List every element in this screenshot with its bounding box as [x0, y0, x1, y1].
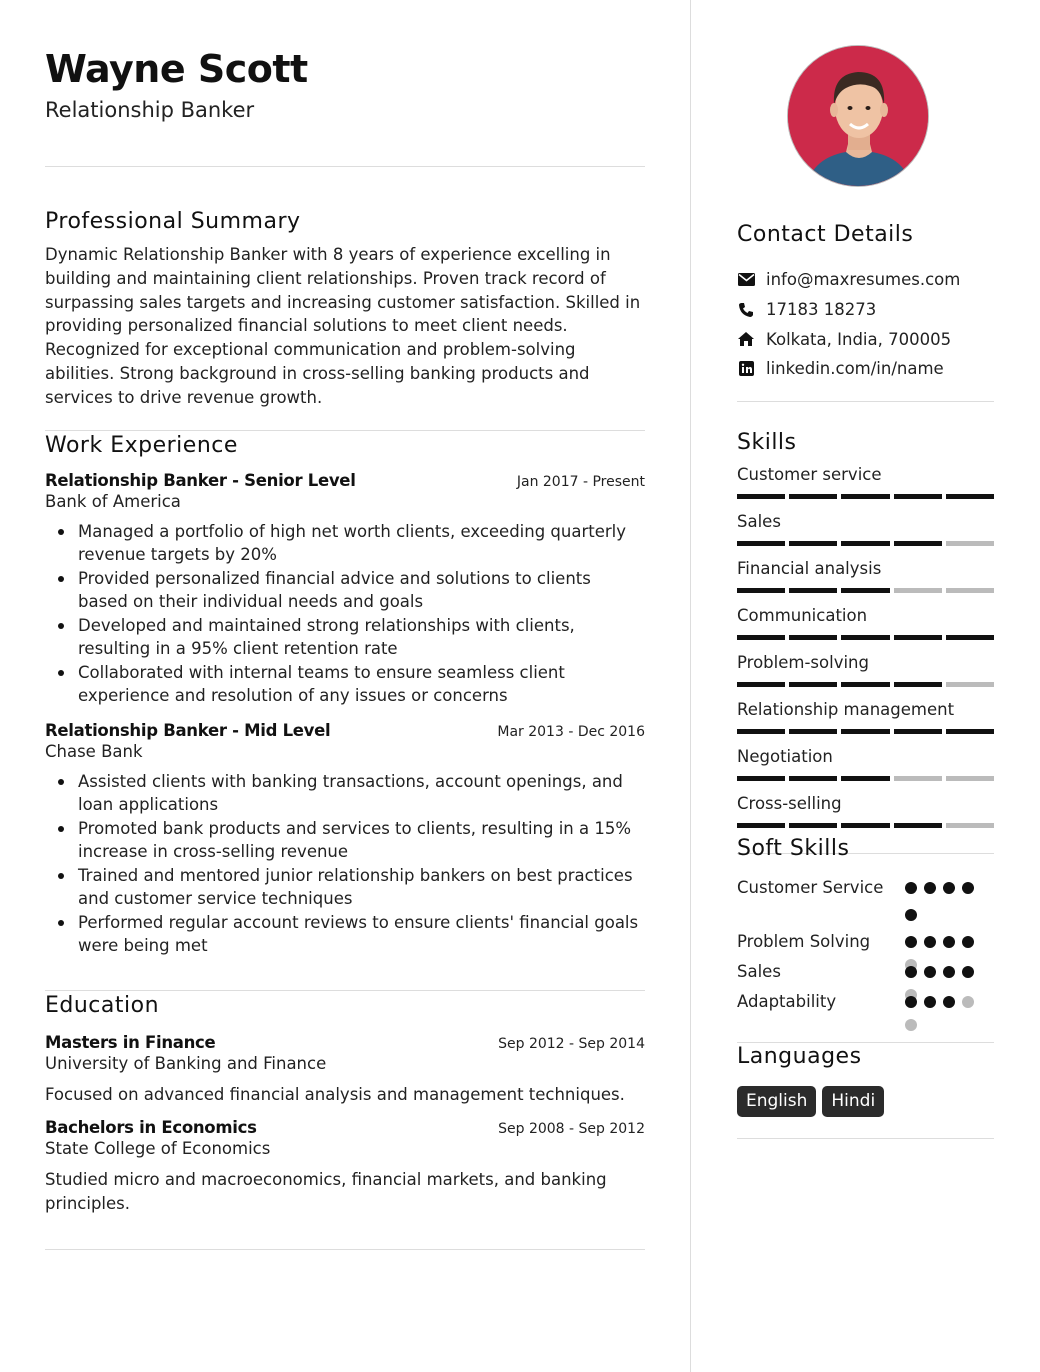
skill-bar-filled: [894, 823, 942, 828]
skill-bar-filled: [789, 635, 837, 640]
skill-bar-filled: [789, 588, 837, 593]
summary-text: Dynamic Relationship Banker with 8 years of experience excelling in building and maintaining client relationships. Proven track record of surpassing sales targets and increasing customer satisfaction. Skilled in providing personalized financial solutions to meet client needs. Recognized for exceptional communication and problem-solving abilities. Strong background in cross-selling banking products and services to drive revenue growth.: [45, 245, 641, 407]
rating-dot-filled: [943, 936, 955, 948]
divider: [737, 401, 994, 402]
skill-name: Sales: [737, 512, 781, 531]
bullet-item: Provided personalized financial advice and solutions to clients based on their individual needs and goals: [45, 567, 645, 614]
bullet-item: Trained and mentored junior relationship bankers on best practices and customer service techniques: [45, 864, 645, 911]
bullet-item: Managed a portfolio of high net worth clients, exceeding quarterly revenue targets by 20%: [45, 520, 645, 567]
job-role: Relationship Banker - Mid Level: [45, 720, 331, 740]
skill-item: [737, 558, 994, 593]
bullet-item: Developed and maintained strong relationships with clients, resulting in a 95% client retention rate: [45, 614, 645, 661]
education-entry: [45, 1033, 645, 1107]
rating-dot-filled: [943, 882, 955, 894]
skill-level-bars: [737, 823, 994, 828]
job-role: Relationship Banker - Senior Level: [45, 470, 356, 490]
rating-dot-filled: [924, 966, 936, 978]
skill-bar-filled: [737, 635, 785, 640]
rating-dot-filled: [905, 882, 917, 894]
skill-bar-empty: [946, 776, 994, 781]
skill-bar-filled: [737, 823, 785, 828]
degree-name: Bachelors in Economics: [45, 1117, 257, 1137]
contact-linkedin[interactable]: [737, 354, 994, 384]
rating-dot-filled: [924, 882, 936, 894]
skill-name: Financial analysis: [737, 559, 882, 578]
skill-bar-empty: [894, 776, 942, 781]
skill-bar-empty: [946, 588, 994, 593]
skill-item: [737, 793, 994, 828]
phone-text: 17183 18273: [766, 300, 877, 320]
soft-skill-name: Adaptability: [737, 992, 837, 1011]
bullet-item: Performed regular account reviews to ensure clients' financial goals were being met: [45, 911, 645, 958]
skill-bar-filled: [789, 823, 837, 828]
skill-item: [737, 511, 994, 546]
contact-address: [737, 324, 994, 354]
email-text: info@maxresumes.com: [766, 270, 961, 290]
avatar-illustration: [788, 46, 929, 187]
soft-skills-section: [737, 834, 994, 1020]
soft-skill-item: [737, 990, 994, 1020]
soft-skill-level-dots: [905, 960, 985, 990]
rating-dot-filled: [924, 996, 936, 1008]
bullet-item: Collaborated with internal teams to ensure seamless client experience and resolution of any issues or concerns: [45, 661, 645, 708]
skill-bar-filled: [789, 776, 837, 781]
skill-name: Customer service: [737, 465, 882, 484]
rating-dot-filled: [962, 936, 974, 948]
soft-skill-item: [737, 960, 994, 990]
education-entry: [45, 1118, 645, 1216]
skill-bar-filled: [894, 635, 942, 640]
soft-skill-name: Sales: [737, 962, 781, 981]
divider: [45, 166, 645, 167]
skill-bar-filled: [737, 588, 785, 593]
soft-skills-list: [737, 876, 994, 1020]
rating-dot-filled: [905, 936, 917, 948]
summary-heading: Professional Summary: [45, 209, 301, 234]
skill-level-bars: [737, 541, 994, 546]
job-company: Bank of America: [45, 491, 181, 511]
contact-email[interactable]: [737, 265, 994, 295]
home-icon: [737, 330, 755, 348]
language-tag: English: [737, 1086, 816, 1117]
language-tags: [737, 1086, 994, 1117]
skill-bar-filled: [894, 729, 942, 734]
degree-dates: Sep 2012 - Sep 2014: [498, 1035, 645, 1052]
contact-section: [737, 220, 994, 402]
languages-section: [737, 1042, 994, 1139]
skill-bar-filled: [841, 823, 889, 828]
main-column: [45, 44, 645, 1250]
job-entry: [45, 471, 645, 708]
job-dates: Jan 2017 - Present: [516, 473, 645, 490]
soft-skill-name: Problem Solving: [737, 932, 871, 951]
skill-bar-empty: [946, 682, 994, 687]
education-heading: Education: [45, 992, 160, 1018]
school-name: University of Banking and Finance: [45, 1053, 327, 1073]
skill-bar-empty: [894, 588, 942, 593]
skill-bar-filled: [789, 541, 837, 546]
contact-heading: Contact Details: [737, 222, 914, 247]
soft-skill-item: [737, 930, 994, 960]
degree-description: Studied micro and macroeconomics, financial markets, and banking principles.: [45, 1169, 607, 1213]
skill-bar-filled: [789, 682, 837, 687]
skill-item: [737, 652, 994, 687]
languages-heading: Languages: [737, 1044, 862, 1069]
divider: [45, 1249, 645, 1250]
candidate-title: Relationship Banker: [45, 98, 255, 122]
rating-dot-empty: [962, 996, 974, 1008]
job-bullets: [45, 770, 645, 958]
soft-skill-name: Customer Service: [737, 878, 884, 897]
column-divider: [690, 0, 691, 1372]
skill-bar-filled: [841, 729, 889, 734]
rating-dot-empty: [905, 1019, 917, 1031]
skill-bar-filled: [789, 729, 837, 734]
rating-dot-filled: [905, 909, 917, 921]
job-dates: Mar 2013 - Dec 2016: [497, 723, 645, 740]
skill-bar-filled: [737, 729, 785, 734]
address-text: Kolkata, India, 700005: [766, 329, 952, 349]
soft-skill-item: [737, 876, 994, 930]
job-bullets: [45, 520, 645, 708]
bullet-item: Assisted clients with banking transactions, account openings, and loan applications: [45, 770, 645, 817]
rating-dot-filled: [905, 996, 917, 1008]
skill-level-bars: [737, 729, 994, 734]
soft-skill-level-dots: [905, 876, 985, 930]
skill-bar-filled: [737, 494, 785, 499]
skill-name: Communication: [737, 606, 868, 625]
divider: [737, 1138, 994, 1139]
degree-name: Masters in Finance: [45, 1032, 216, 1052]
soft-skill-level-dots: [905, 930, 985, 960]
rating-dot-filled: [943, 966, 955, 978]
linkedin-text: linkedin.com/in/name: [766, 359, 944, 379]
skill-bar-filled: [894, 494, 942, 499]
skill-level-bars: [737, 635, 994, 640]
phone-icon: [737, 301, 755, 319]
bullet-item: Promoted bank products and services to clients, resulting in a 15% increase in cross-selling revenue: [45, 817, 645, 864]
job-entry: [45, 721, 645, 958]
rating-dot-filled: [905, 966, 917, 978]
linkedin-icon: [737, 360, 755, 378]
skill-bar-filled: [841, 682, 889, 687]
skill-item: [737, 605, 994, 640]
rating-dot-filled: [962, 966, 974, 978]
skill-bar-empty: [946, 823, 994, 828]
skill-bar-filled: [841, 776, 889, 781]
skill-bar-filled: [894, 541, 942, 546]
skill-bar-filled: [946, 635, 994, 640]
skills-list: [737, 464, 994, 828]
job-company: Chase Bank: [45, 741, 143, 761]
rating-dot-filled: [943, 996, 955, 1008]
skill-name: Problem-solving: [737, 653, 869, 672]
skill-name: Relationship management: [737, 700, 955, 719]
skill-level-bars: [737, 588, 994, 593]
skill-bar-filled: [946, 494, 994, 499]
skill-bar-filled: [737, 776, 785, 781]
envelope-icon: [737, 271, 755, 289]
degree-dates: Sep 2008 - Sep 2012: [498, 1120, 645, 1137]
skills-heading: Skills: [737, 430, 797, 455]
skill-bar-filled: [841, 588, 889, 593]
skill-bar-empty: [946, 541, 994, 546]
candidate-name: Wayne Scott: [45, 47, 308, 91]
contact-phone[interactable]: [737, 295, 994, 325]
skill-bar-filled: [841, 635, 889, 640]
skill-name: Negotiation: [737, 747, 833, 766]
skill-name: Cross-selling: [737, 794, 842, 813]
experience-heading: Work Experience: [45, 432, 238, 458]
skill-bar-filled: [789, 494, 837, 499]
skill-bar-filled: [894, 682, 942, 687]
skill-level-bars: [737, 776, 994, 781]
degree-description: Focused on advanced financial analysis and management techniques.: [45, 1084, 625, 1104]
soft-skill-level-dots: [905, 990, 985, 1020]
skill-level-bars: [737, 494, 994, 499]
skill-item: [737, 464, 994, 499]
skill-item: [737, 746, 994, 781]
skill-bar-filled: [841, 541, 889, 546]
avatar: [787, 45, 929, 187]
skill-bar-filled: [841, 494, 889, 499]
rating-dot-filled: [924, 936, 936, 948]
skill-bar-filled: [737, 541, 785, 546]
language-tag: Hindi: [822, 1086, 884, 1117]
skill-level-bars: [737, 682, 994, 687]
skills-section: [737, 428, 994, 854]
skill-item: [737, 699, 994, 734]
rating-dot-filled: [962, 882, 974, 894]
skill-bar-filled: [946, 729, 994, 734]
soft-skills-heading: Soft Skills: [737, 836, 850, 861]
skill-bar-filled: [737, 682, 785, 687]
school-name: State College of Economics: [45, 1138, 271, 1158]
